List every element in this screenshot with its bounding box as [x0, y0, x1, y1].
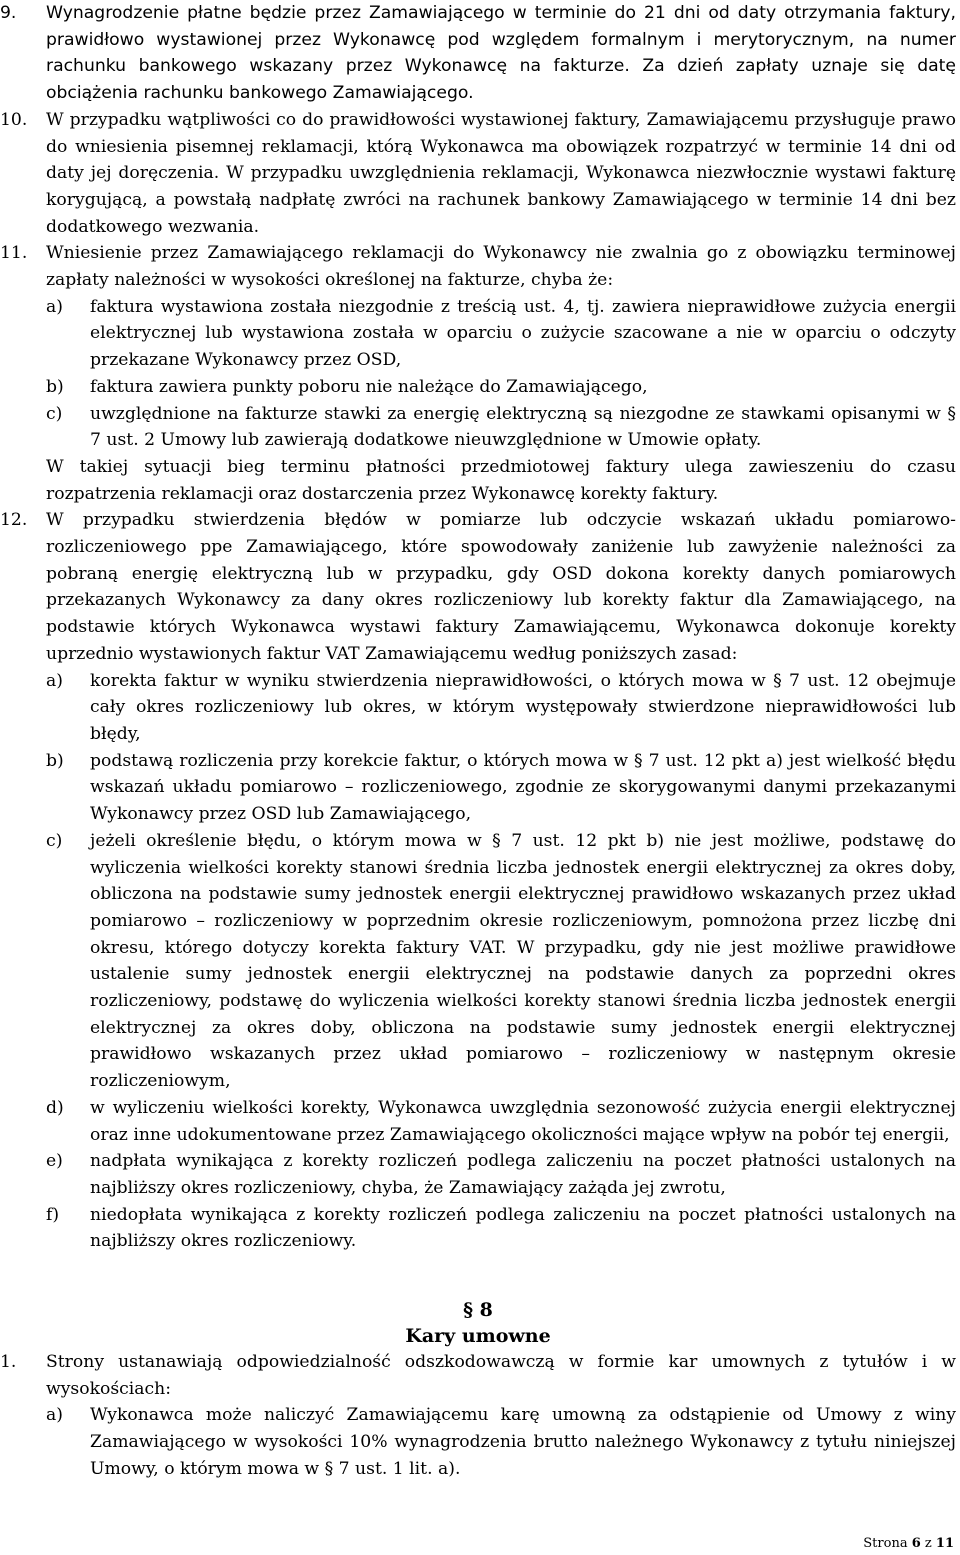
footer-total-pages: 11 [935, 1536, 954, 1551]
list-label: a) [46, 670, 63, 691]
list-text: faktura zawiera punkty poboru nie należące do Zamawiającego, [90, 376, 648, 397]
list-item [46, 1148, 956, 1201]
list-text: faktura wystawiona została niezgodnie z treścią ust. 4, tj. zawiera nieprawidłowe zużycia energii elektrycznej lub wystawiona została w oparciu o zużycie szacowane a nie w oparciu o odczyty przekazane Wykonawcy przez OSD, [90, 296, 956, 371]
paragraph-number: 10. [0, 109, 28, 130]
list-text: podstawą rozliczenia przy korekcie faktur, o których mowa w § 7 ust. 12 pkt a) jest wielkość błędu wskazań układu pomiarowo – rozliczeniowego, zgodnie ze skorygowanymi danymi przekazanymi Wykonawcy przez OSD lub Zamawiającego, [90, 750, 956, 825]
paragraph-11 [0, 240, 956, 507]
list-label: c) [46, 830, 63, 851]
list-label: a) [46, 296, 63, 317]
paragraph-10 [0, 107, 956, 241]
list-text: korekta faktur w wyniku stwierdzenia nieprawidłowości, o których mowa w § 7 ust. 12 obejmuje cały okres rozliczeniowy lub okres, w którym występowały stwierdzone nieprawidłowości lub błędy, [90, 670, 956, 744]
paragraph-number: 11. [0, 243, 28, 264]
paragraph-text: Wynagrodzenie płatne będzie przez Zamawiającego w terminie do 21 dni od daty otrzymania faktury, prawidłowo wystawionej przez Wykonawcę pod względem formalnym i merytorycznym, na numer rachunku bankowego wskazany przez Wykonawcę na fakturze. Za dzień zapłaty uznaje się datę obciążenia rachunku bankowego Zamawiającego. [46, 3, 956, 104]
paragraph-text: W przypadku stwierdzenia błędów w pomiarze lub odczycie wskazań układu pomiarowo-rozliczeniowego ppe Zamawiającego, które spowodowały zaniżenie lub zawyżenie należności za pobraną energię elektryczną lub w przypadku, gdy OSD dokona korekty danych pomiarowych przekazanych Wykonawcy za dany okres rozliczeniowy lub korekty faktur dla Zamawiającego, na podstawie których Wykonawca wystawi faktury Zamawiającemu, Wykonawca dokonuje korekty uprzednio wystawionych faktur VAT Zamawiającemu według poniższych zasad: [46, 510, 956, 664]
paragraph-12 [0, 507, 956, 1255]
list-label: b) [46, 750, 64, 771]
list-item [46, 1402, 956, 1482]
section-title: Kary umowne [405, 1325, 551, 1348]
footer-prefix: Strona [863, 1536, 908, 1551]
list-text: niedopłata wynikająca z korekty rozliczeń podlega zaliczeniu na poczet płatności ustalonych na najbliższy okres rozliczeniowy. [90, 1204, 956, 1252]
list-item [46, 1095, 956, 1148]
list-text: nadpłata wynikająca z korekty rozliczeń podlega zaliczeniu na poczet płatności ustalonych na najbliższy okres rozliczeniowy, chyba, że Zamawiający zażąda jej zwrotu, [90, 1151, 956, 1198]
footer-page-number: 6 [911, 1536, 921, 1551]
list-item [46, 828, 956, 1095]
list-item [46, 668, 956, 748]
list-item [46, 1202, 956, 1255]
list-label: c) [46, 403, 63, 424]
footer-separator: z [924, 1536, 932, 1551]
list-item [46, 374, 956, 401]
list-label: a) [46, 1405, 63, 1426]
list-label: e) [46, 1151, 63, 1172]
paragraph-text: Wniesienie przez Zamawiającego reklamacji do Wykonawcy nie zwalnia go z obowiązku terminowej zapłaty należności w wysokości określonej na fakturze, chyba że: [46, 243, 956, 291]
list-label: d) [46, 1097, 64, 1118]
paragraph-body [46, 1349, 956, 1483]
paragraph-number: 12. [0, 510, 28, 531]
list-text: jeżeli określenie błędu, o którym mowa w § 7 ust. 12 pkt b) nie jest możliwe, podstawę do wyliczenia wielkości korekty stanowi średnia liczba jednostek energii elektrycznej za okres doby, obliczona na podstawie sumy jednostek energii elektrycznej prawidłowo wskazanych przez układ pomiarowo – rozliczeniowy w poprzednim okresie rozliczeniowym, pomnożona przez liczbę dni okresu, którego dotyczy korekta faktury VAT. W przypadku, gdy nie jest możliwe prawidłowe ustalenie sumy jednostek energii elektrycznej na podstawie danych za poprzedni okres rozliczeniowy, podstawę do wyliczenia wielkości korekty stanowi średnia liczba jednostek energii elektrycznej za okres doby, obliczona na podstawie sumy jednostek energii elektrycznej prawidłowo wskazanych przez układ pomiarowo – rozliczeniowy w następnym okresie rozliczeniowym, [90, 830, 956, 1092]
paragraph-body [46, 507, 956, 1255]
paragraph-text: W przypadku wątpliwości co do prawidłowości wystawionej faktury, Zamawiającemu przysługuje prawo do wniesienia pisemnej reklamacji, którą Wykonawca ma obowiązek rozpatrzyć w terminie 14 dni od daty jej doręczenia. W przypadku uwzględnienia reklamacji, Wykonawca niezwłocznie wystawi fakturę korygującą, a powstałą nadpłatę zwróci na rachunek bankowy Zamawiającego w terminie 14 dni bez dodatkowego wezwania. [46, 109, 956, 237]
page-footer [863, 1536, 954, 1552]
list-item [46, 294, 956, 374]
paragraph-number: 1. [0, 1352, 17, 1373]
section-8-paragraph-1 [0, 1349, 956, 1483]
paragraph-closing-text: W takiej sytuacji bieg terminu płatności przedmiotowej faktury ulega zawieszeniu do czasu rozpatrzenia reklamacji oraz dostarczenia przez Wykonawcę korekty faktury. [46, 456, 956, 504]
paragraph-body [46, 240, 956, 507]
paragraph-9 [0, 0, 956, 107]
list-text: uwzględnione na fakturze stawki za energię elektryczną są niezgodne ze stawkami opisanymi w § 7 ust. 2 Umowy lub zawierają dodatkowe nieuwzględnione w Umowie opłaty. [90, 403, 956, 451]
list-text: w wyliczeniu wielkości korekty, Wykonawca uwzględnia sezonowość zużycia energii elektrycznej oraz inne udokumentowane przez Zamawiającego okoliczności mające wpływ na pobór tej energii, [90, 1097, 956, 1145]
list-label: b) [46, 376, 64, 397]
list-label: f) [46, 1204, 60, 1225]
list-item [46, 401, 956, 454]
list-item [46, 748, 956, 828]
list-text: Wykonawca może naliczyć Zamawiającemu karę umowną za odstąpienie od Umowy z winy Zamawiającego w wysokości 10% wynagrodzenia brutto należnego Wykonawcy z tytułu niniejszej Umowy, o którym mowa w § 7 ust. 1 lit. a). [90, 1405, 956, 1479]
paragraph-text: Strony ustanawiają odpowiedzialność odszkodowawczą w formie kar umownych z tytułów i w wysokościach: [46, 1352, 956, 1399]
paragraph-number: 9. [0, 3, 17, 23]
section-symbol: § 8 [463, 1299, 493, 1322]
